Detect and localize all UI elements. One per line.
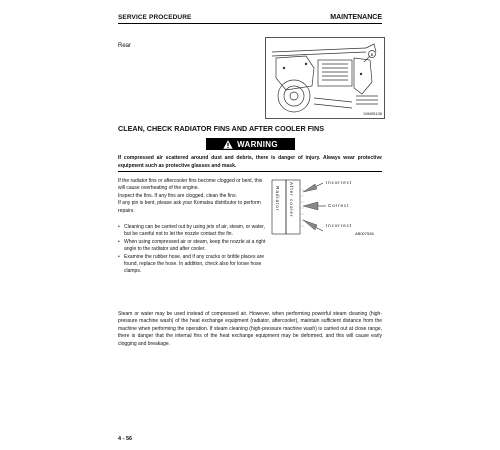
procedure-text: [118, 178, 268, 276]
figure-code: 9JM05136: [363, 111, 382, 116]
intro-line: If the radiator fins or aftercooler fins become clogged or bent, this: [118, 178, 263, 184]
intro-line: repairs.: [118, 207, 135, 214]
svg-text:B: B: [370, 52, 374, 57]
machine-rear-illustration: [265, 37, 385, 119]
label-incorrect-top: Incorrect: [326, 180, 352, 185]
figure-caption-rear: Rear: [118, 43, 132, 49]
figure-code: AB007536: [355, 231, 374, 236]
warning-triangle-icon: [223, 140, 233, 149]
warning-banner: [206, 138, 295, 150]
label-radiator: Radiator: [275, 186, 280, 212]
intro-line: If any pin is bent, please ask your Komatsu distributor to perform: [118, 200, 261, 207]
label-incorrect-bottom: Incorrect: [326, 223, 352, 228]
nozzle-angle-drawing: [270, 178, 382, 238]
header-section-title: SERVICE PROCEDURE: [118, 14, 192, 21]
nozzle-angle-illustration: [270, 178, 382, 238]
steam-cleaning-paragraph: Steam or water may be used instead of compressed air. However, when performing powerful steam cleaning (high-pressure machine wash) of the heat exchange equipment (radiator, aftercooler), maintain sufficient distance from the machine when performing the operation. If steam cleaning (high-pressure machine wash) is carried out at close range, there is danger that the internal fins of the heat exchange equipment may be deformed, and this will cause early clogging and breakage.: [118, 311, 382, 347]
warning-title: WARNING: [237, 139, 278, 149]
label-correct: Correct: [328, 203, 350, 208]
bullet-item: • When using compressed air or steam, keep the nozzle at a right angle to the radiator and after cooler.: [118, 239, 268, 254]
machine-rear-drawing: [266, 38, 384, 118]
intro-line: Inspect the fins. If any fins are clogged, clean the fins.: [118, 192, 237, 199]
bullet-list: [118, 224, 268, 276]
page-number: 4 - 56: [118, 436, 133, 442]
header-chapter-title: MAINTENANCE: [330, 14, 382, 21]
warning-rule: [118, 171, 382, 172]
header-rule: [118, 23, 382, 24]
bullet-item: • Examine the rubber hose, and if any cracks or brittle places are found, replace the hose. In addition, check also for loose hose clamps.: [118, 254, 268, 276]
bullet-item: • Cleaning can be carried out by using jets of air, steam, or water, but be careful not to let the nozzle contact the fin.: [118, 224, 268, 239]
intro-line: will cause overheating of the engine.: [118, 185, 199, 192]
section-title: CLEAN, CHECK RADIATOR FINS AND AFTER COOLER FINS: [118, 124, 325, 133]
warning-text: If compressed air scattered around dust and debris, there is danger of injury. Always wear protective equipment such as protective glasses and mask.: [118, 155, 382, 169]
label-after-cooler: After cooler: [289, 182, 294, 218]
